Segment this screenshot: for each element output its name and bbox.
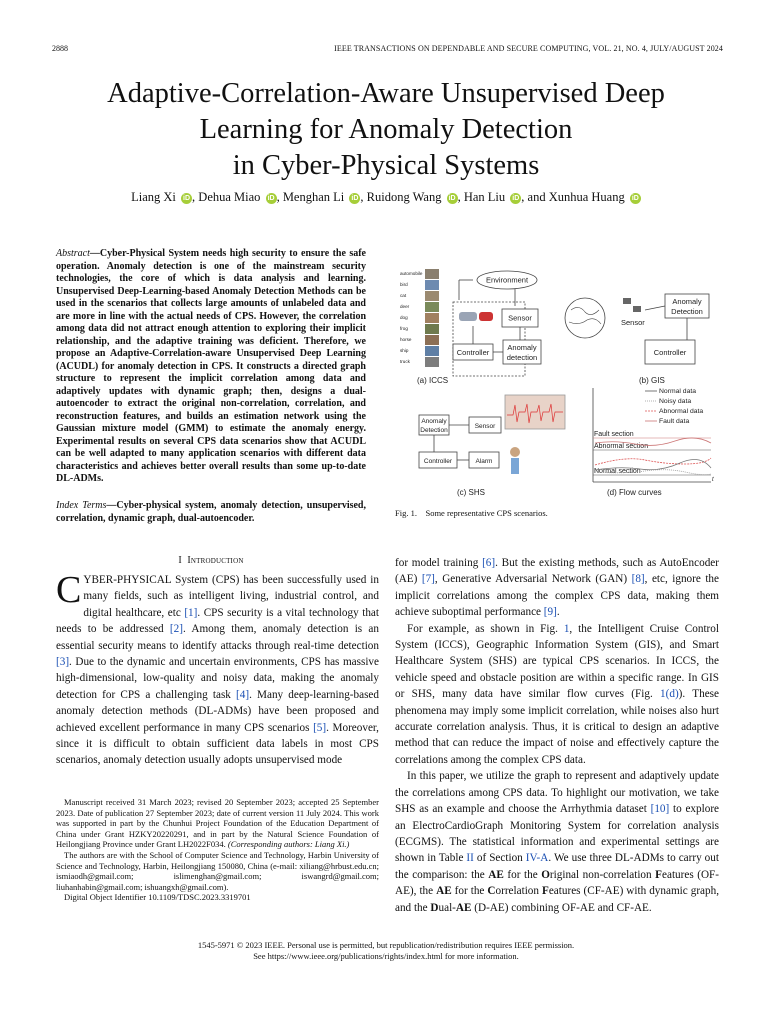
svg-text:Abnormal data: Abnormal data (659, 408, 704, 415)
satellite-icon (623, 298, 631, 304)
orcid-icon[interactable]: iD (631, 195, 639, 202)
title-line-3: in Cyber-Physical Systems (232, 150, 540, 181)
citation-link[interactable]: [7] (421, 573, 435, 586)
title-line-2: Learning for Anomaly Detection (199, 114, 573, 145)
author-name[interactable]: Liang Xi (131, 190, 176, 204)
author-name[interactable]: Ruidong Wang (366, 190, 442, 204)
cifar-label: automobile (400, 271, 423, 276)
drop-cap: C (56, 569, 82, 611)
orcid-icon[interactable]: iD (448, 195, 456, 202)
cifar-thumbnails (425, 269, 439, 367)
figure-link[interactable]: 1(d) (660, 688, 679, 701)
figure-caption: Fig. 1. Some representative CPS scenarios. (395, 508, 548, 518)
svg-text:Anomaly: Anomaly (672, 297, 702, 306)
orcid-icon[interactable]: iD (351, 195, 359, 202)
page-number: 2888 (52, 44, 68, 53)
paragraph: In this paper, we utilize the graph to represent and adaptively update the correlations among CPS data. To highlight our motivation, we take SHS as an example and choose the Arrhythmia dataset [10] to explore an ElectroCardioGraph Monitoring System for correlation analysis (ECGMS). The statistical information and experimental settings are shown in Table II of Section IV-A. We use three DL-ADMs to carry out the comparison: the AE for the Original non-correlation Features (OF-AE), the AE for the Correlation Features (CF-AE) with dynamic graph, and the Dual-AE (D-AE) combining OF-AE and CF-AE. (395, 770, 720, 914)
environment-label: Environment (485, 275, 529, 285)
svg-text:detection: detection (506, 353, 538, 362)
svg-text:Sensor: Sensor (474, 423, 496, 430)
svg-text:Abnormal section: Abnormal section (594, 443, 649, 450)
section-heading: I Introduction (178, 555, 244, 566)
citation-link[interactable]: [5] (313, 721, 327, 734)
index-terms: Index Terms—Cyber-physical system, anomaly detection, unsupervised, correlation, dynamic graph, dual-autoencoder. (56, 500, 366, 524)
index-terms-text: Cyber-physical system, anomaly detection, unsupervised, correlation, dynamic graph, dual-autoencoder. (56, 500, 366, 524)
svg-text:Detection: Detection (671, 307, 703, 316)
table-link[interactable]: II (466, 852, 474, 865)
paragraph: For example, as shown in Fig. 1, the Intelligent Cruise Control System (ICCS), Geographic Information System (GIS), and Smart Healthcare System (SHS) are typical CPS scenarios. In ICCS, the vehicle speed and obstacle position are within a specific range. In GIS or SHS, many data have similar flow curves (Fig. 1(d)). These phenomena may imply some implicit correlation, while noises also hurt accurate correlation analysis. Thus, it is critical to design an adaptive method that can reduce the impact of noise and effectively capture the correlations among the complex CPS data. (395, 622, 719, 766)
cifar-label: frog (400, 326, 408, 331)
citation-link[interactable]: [1] (184, 606, 198, 619)
svg-text:Fault data: Fault data (659, 418, 690, 425)
author-name[interactable]: Menghan Li (282, 190, 345, 204)
doi-note: Digital Object Identifier 10.1109/TDSC.2023.3319701 (64, 892, 251, 903)
cifar-label: truck (400, 359, 410, 364)
panel-iccs (400, 269, 541, 385)
satellite-icon (633, 306, 641, 312)
footnote (56, 797, 379, 903)
orcid-icon[interactable]: iD (183, 195, 191, 202)
svg-text:Detection: Detection (420, 427, 448, 434)
panel-gis (565, 294, 709, 385)
cifar-label: ship (400, 348, 409, 353)
svg-text:Normal section: Normal section (594, 468, 641, 475)
citation-link[interactable]: [10] (650, 803, 670, 816)
cifar-label: horse (400, 337, 412, 342)
svg-text:Controller: Controller (653, 348, 687, 357)
citation-link[interactable]: [8] (631, 573, 645, 586)
paper-title (40, 76, 732, 184)
figure-1 (395, 260, 719, 500)
svg-text:Normal data: Normal data (659, 388, 697, 395)
svg-text:Anomaly: Anomaly (507, 343, 537, 352)
svg-text:Sensor: Sensor (508, 313, 532, 323)
panel-c-label: (c) SHS (457, 488, 485, 497)
manuscript-note: Manuscript received 31 March 2023; revised 20 September 2023; accepted 25 September 2023. Date of publication 27 September 2023; date of current version 11 July 2024. This work was supported in part by the Chunhui Project Foundation of the Education Department of China under Grant HZKY20220291, and in part by the Natural Science Foundation of Heilongjiang Province under Grant LH2022F034. (Corresponding authors: Liang Xi.) (56, 797, 379, 850)
car-icon (479, 312, 493, 321)
svg-text:Fault section: Fault section (594, 431, 634, 438)
abstract-label: Abstract (56, 248, 90, 259)
cifar-label: cat (400, 293, 407, 298)
index-terms-label: Index Terms (56, 500, 107, 511)
citation-link[interactable]: [4] (236, 688, 250, 701)
svg-text:Controller: Controller (423, 458, 453, 465)
svg-text:Alarm: Alarm (475, 458, 493, 465)
panel-b-label: (b) GIS (639, 376, 665, 385)
panel-a-label: (a) ICCS (417, 376, 449, 385)
author-list: Liang Xi iD , Dehua Miao iD , Menghan Li iD , Ruidong Wang iD , Han Liu iD , and Xunhua Huang iD (131, 190, 639, 204)
author-name[interactable]: Han Liu (463, 190, 506, 204)
intro-paragraph: CYBER-PHYSICAL System (CPS) has been successfully used in many fields, such as intelligent living, industrial control, and digital healthcare, etc [1]. CPS security is a vital technology that needs to be addressed [2]. Among them, anomaly detection is an essential security means to identify attacks through real-time detection [3]. Due to the dynamic and uncertain environments, CPS has massive high-dimensional, low-quality and noisy data, making the anomaly detection for CPS a challenging task [4]. Many deep-learning-based anomaly detection methods (DL-ADMs) have been proposed and achieved excellent performance in many CPS scenarios [5]. Moreover, since it is difficult to obtain sufficient data labels in most CPS scenarios, anomaly detection usually adopts unsupervised mode (56, 569, 379, 767)
affiliation-note: The authors are with the School of Computer Science and Technology, Harbin University of Science and Technology, Harbin, Heilongjiang 150080, China (e-mail: xiliang@hrbust.edu.cn; ismiaodh@gmail.com; islimenghan@gmail.com; iswangrd@gmail.com; liuhanhabin@gmail.com; ishuangxh@gmail.com). (56, 849, 379, 892)
panel-flow-curves (593, 388, 714, 497)
author-name[interactable]: Xunhua Huang (548, 190, 625, 204)
citation-link[interactable]: [2] (169, 623, 183, 636)
svg-text:Noisy data: Noisy data (659, 398, 692, 405)
citation-link[interactable]: [9] (543, 606, 557, 619)
patient-icon (510, 447, 520, 457)
citation-link[interactable]: [3] (56, 656, 70, 669)
journal-header: IEEE TRANSACTIONS ON DEPENDABLE AND SECURE COMPUTING, VOL. 21, NO. 4, JULY/AUGUST 2024 (334, 44, 723, 53)
abstract-text: Cyber-Physical System needs high security to ensure the safe operation. Anomaly detection is one of the mainstream security technologies, the core of which is data analysis and learning. Unsupervised Deep-Learning-based Anomaly Detection Methods can be used in the scenarios that collects large amounts of unlabeled data and are more in line with the actual needs of CPS. However, the correlation among data did not attract enough attention to exploring their implicit relationship, and the adaptive training was deficient. Therefore, we propose an Adaptive-Correlation-aware Unsupervised Deep Learning (ACUDL) for anomaly detection in CPS. It constructs a directed graph structure to represent the implicit correlation among data and adaptively updates with dynamic graph; then, designs a dual-autoencoder to extract the original non-correlation, correlation, and reconstruction features, and builds an estimation network using the Gaussian mixture model (GMM) to estimate the anomaly energy. Experimental results on several CPS data scenarios show that ACUDL can be well adapted to many application scenarios with different data characteristics and achieves better overall results than some up-to-date DL-ADMs. (56, 248, 366, 484)
citation-link[interactable]: [6] (482, 557, 496, 569)
svg-text:Anomaly: Anomaly (421, 418, 447, 425)
globe-icon (565, 298, 605, 338)
cifar-label: bird (400, 282, 408, 287)
abnormal-curve (595, 458, 711, 465)
figure-1-graphic (395, 260, 719, 500)
figure-link[interactable]: 1 (563, 622, 570, 635)
title-line-1: Adaptive-Correlation-Aware Unsupervised Deep (107, 78, 665, 109)
author-name[interactable]: Dehua Miao (198, 190, 261, 204)
svg-text:Sensor: Sensor (621, 318, 645, 327)
car-icon (459, 312, 477, 321)
right-column-body (395, 555, 719, 916)
rights-link[interactable]: See https://www.ieee.org/publications/rights/index.html for more information. (253, 951, 519, 961)
cifar-label: deer (400, 304, 410, 309)
panel-shs (419, 395, 565, 497)
paragraph: for model training [6]. But the existing methods, such as AutoEncoder (AE) [7], Generative Adversarial Network (GAN) [8], etc, ignore the implicit correlations among the complex CPS data, making them achieve suboptimal performance [9]. (395, 557, 719, 619)
orcid-icon[interactable]: iD (512, 195, 520, 202)
panel-d-label: (d) Flow curves (607, 488, 662, 497)
copyright-line: 1545-5971 © 2023 IEEE. Personal use is permitted, but republication/redistribution requires IEEE permission. (197, 940, 575, 950)
orcid-icon[interactable]: iD (267, 195, 275, 202)
abstract: Abstract—Cyber-Physical System needs high security to ensure the safe operation. Anomaly detection is one of the mainstream security technologies, the core of which is data analysis and learning. Unsupervised Deep-Learning-based Anomaly Detection Methods can be used in the scenarios that collects large amounts of unlabeled data and are more in line with the actual needs of CPS. However, the correlation among data did not attract enough attention to exploring their implicit relationship, and the adaptive training was deficient. Therefore, we propose an Adaptive-Correlation-aware Unsupervised Deep Learning (ACUDL) for anomaly detection in CPS. It constructs a directed graph structure to represent the implicit correlation among data and adaptively updates with dynamic graph; then, designs a dual-autoencoder to extract the original non-correlation, correlation, and reconstruction features, and builds an estimation network using the Gaussian mixture model (GMM) to estimate the anomaly energy. Experimental results on several CPS data scenarios show that ACUDL can be well adapted to many application scenarios with different data characteristics and achieves better overall results than some up-to-date DL-ADMs. (56, 248, 366, 484)
svg-text:Controller: Controller (456, 348, 490, 357)
copyright-footer (40, 940, 732, 962)
svg-text:t: t (712, 477, 714, 483)
section-link[interactable]: IV-A (525, 852, 549, 865)
cifar-label: dog (400, 315, 408, 320)
